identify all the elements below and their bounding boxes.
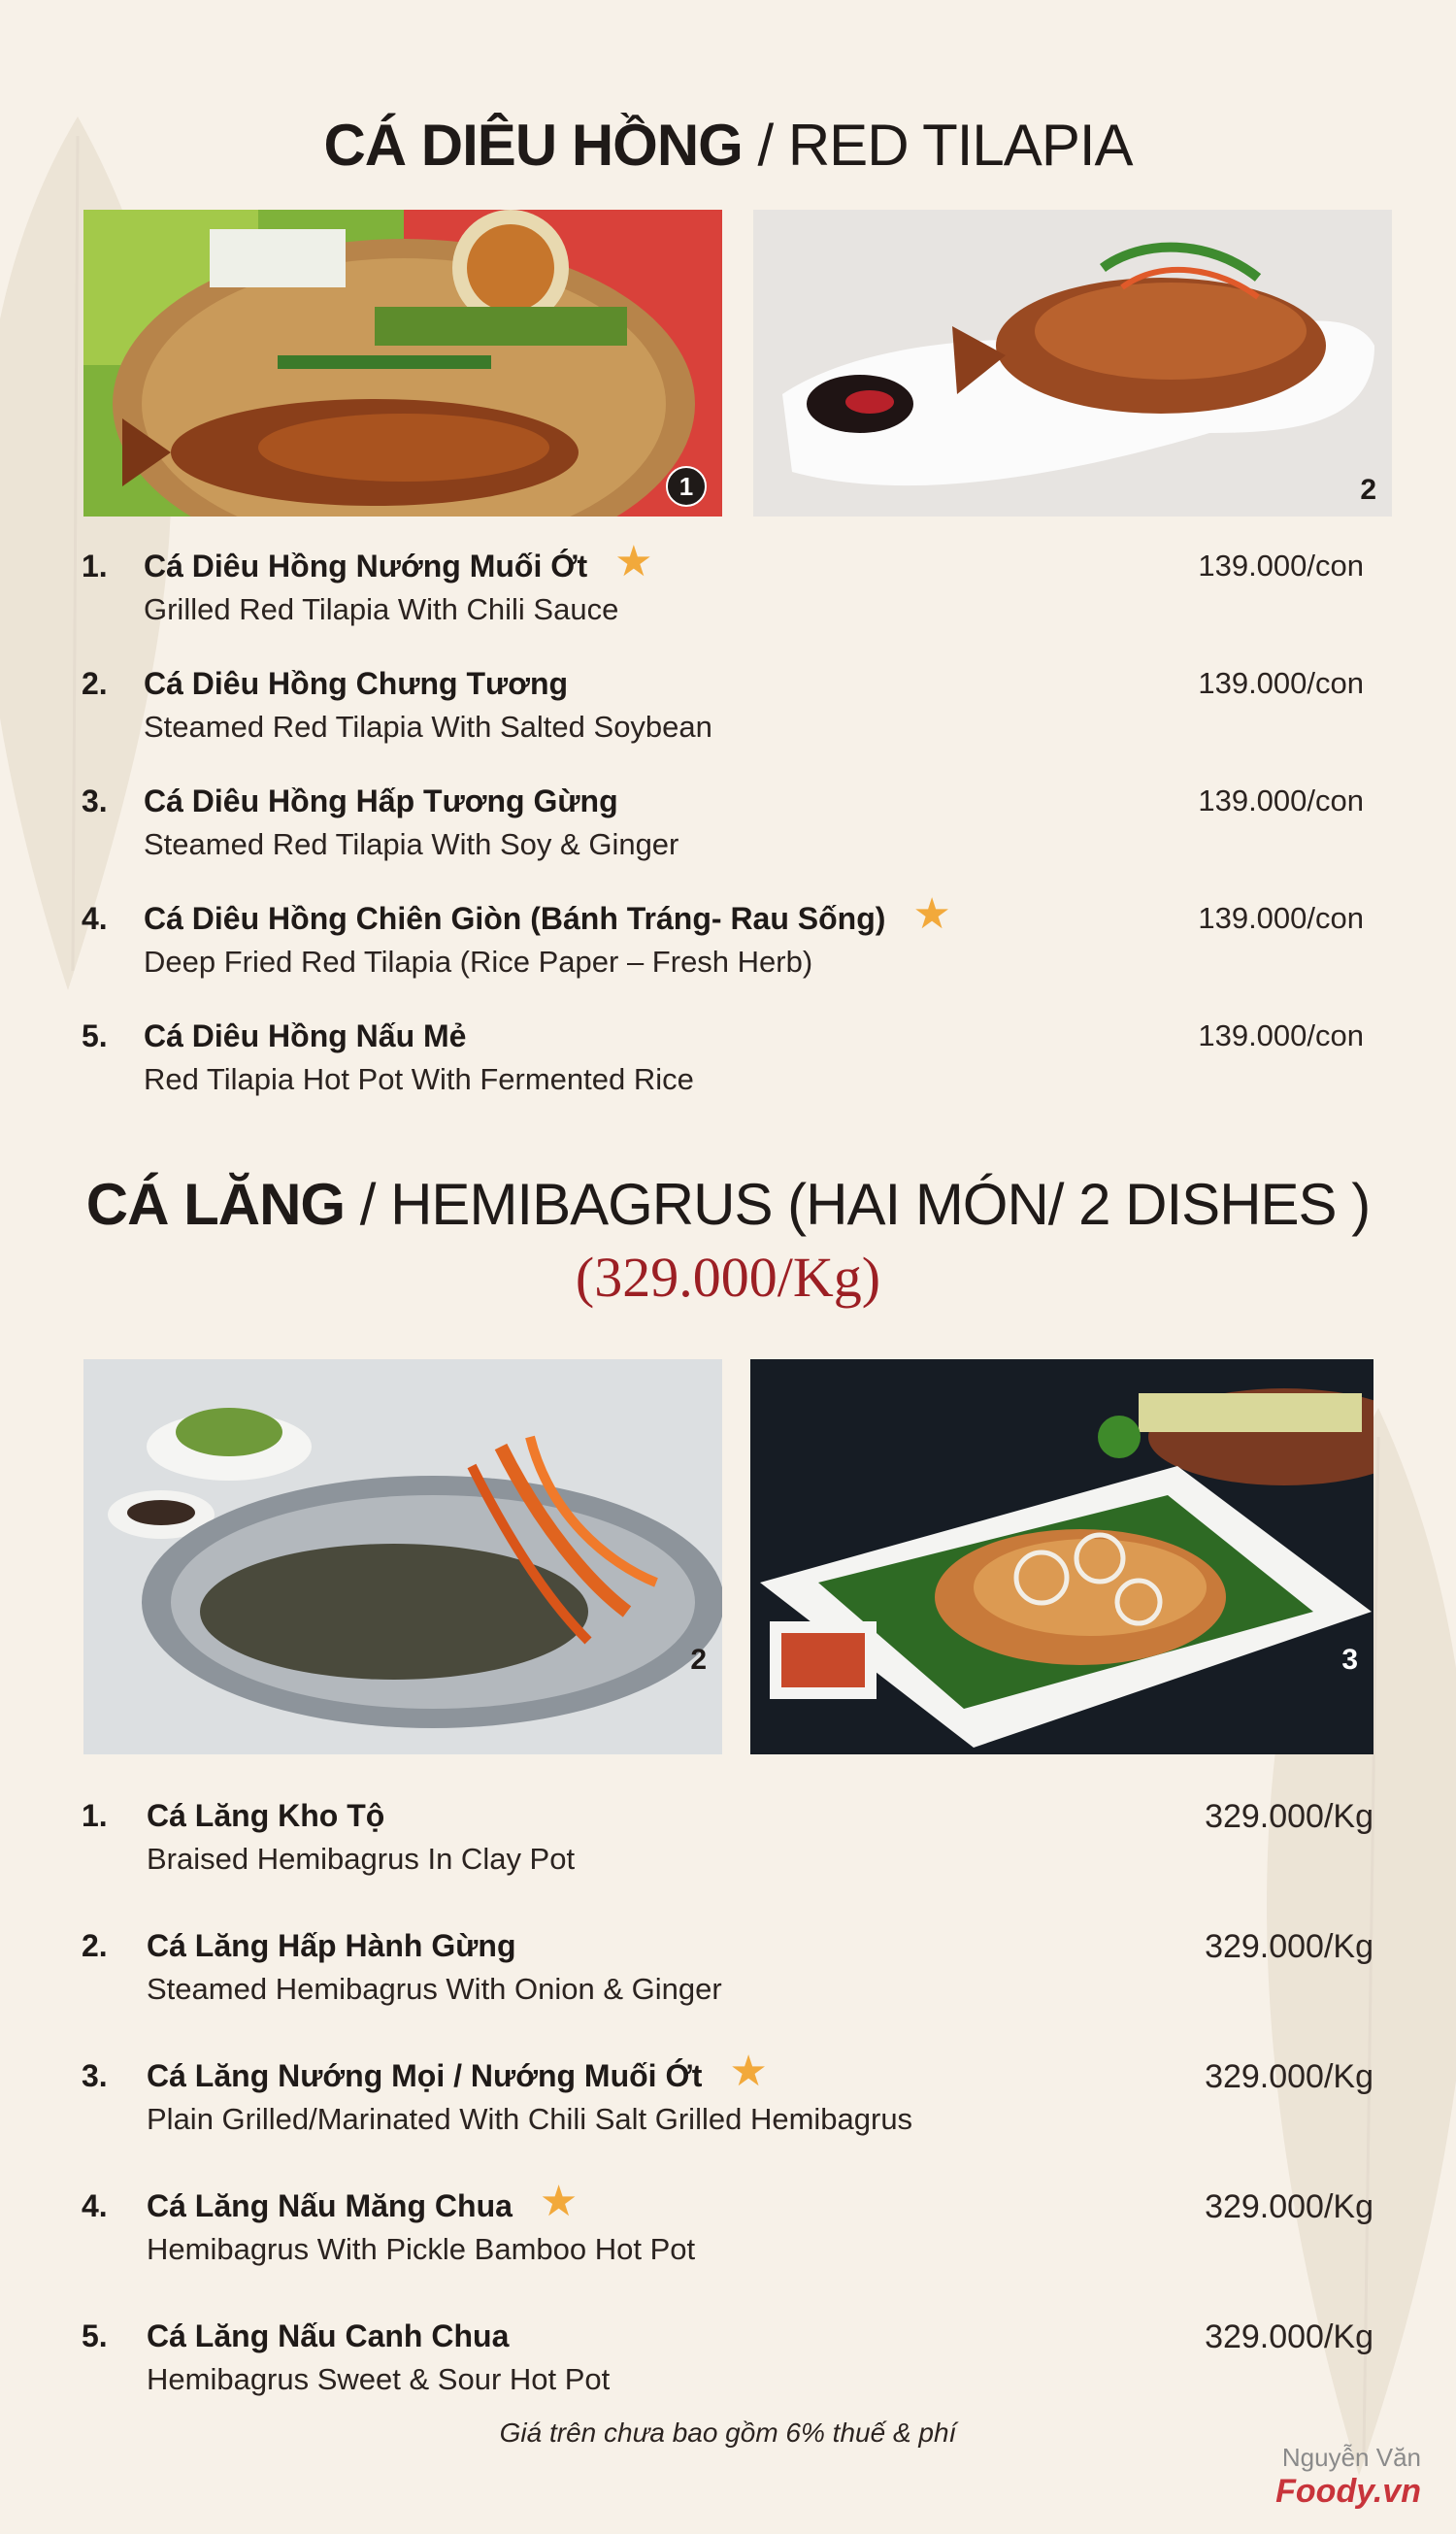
section1-title xyxy=(0,112,1456,179)
menu-item xyxy=(0,2048,1456,2155)
fish-plate-image xyxy=(753,210,1392,517)
star-icon: ★ xyxy=(614,538,653,585)
menu-item-description: Red Tilapia Hot Pot With Fermented Rice xyxy=(144,1062,694,1096)
grilled-fish-image xyxy=(750,1359,1373,1754)
fish-bowl-image xyxy=(83,1359,722,1754)
menu-item-description: Braised Hemibagrus In Clay Pot xyxy=(147,1842,576,1876)
menu-item-index: 2. xyxy=(82,666,108,701)
menu-item xyxy=(0,890,1456,998)
menu-item-price: 139.000/con xyxy=(1198,901,1364,935)
menu-item-price: 329.000/Kg xyxy=(1205,1798,1373,1835)
menu-item-price: 329.000/Kg xyxy=(1205,2188,1373,2225)
section2-photo-1 xyxy=(83,1359,722,1754)
menu-item-index: 5. xyxy=(82,1018,108,1053)
menu-item-name: Cá Lăng Kho Tộ xyxy=(147,1798,385,1833)
menu-item xyxy=(0,1018,1456,1116)
menu-item-index: 2. xyxy=(82,1928,108,1963)
star-icon: ★ xyxy=(912,890,951,938)
photo-number: 2 xyxy=(690,1644,707,1676)
menu-item-price: 329.000/Kg xyxy=(1205,2318,1373,2355)
watermark-user: Nguyễn Văn xyxy=(1281,2443,1421,2472)
menu-item-index: 4. xyxy=(82,2188,108,2223)
menu-item-name: Cá Diêu Hồng Nướng Muối Ớt xyxy=(144,549,588,583)
menu-item-description: Grilled Red Tilapia With Chili Sauce xyxy=(144,592,619,626)
menu-item-description: Hemibagrus With Pickle Bamboo Hot Pot xyxy=(147,2232,696,2266)
menu-item-name: Cá Lăng Nấu Canh Chua xyxy=(147,2318,510,2353)
menu-item xyxy=(0,1798,1456,1895)
menu-item-description: Steamed Red Tilapia With Soy & Ginger xyxy=(144,827,679,861)
menu-item-name: Cá Diêu Hồng Chiên Giòn (Bánh Tráng- Rau Sống) xyxy=(144,901,886,936)
menu-item xyxy=(0,784,1456,881)
menu-item-description: Steamed Hemibagrus With Onion & Ginger xyxy=(147,1972,722,2006)
menu-item xyxy=(0,1928,1456,2025)
menu-item-index: 3. xyxy=(82,784,108,818)
watermark-brand-logo: Foody.vn xyxy=(1275,2473,1421,2510)
menu-item xyxy=(0,538,1456,646)
section2-title xyxy=(0,1171,1456,1238)
menu-item-price: 139.000/con xyxy=(1198,666,1364,700)
section2-price: (329.000/Kg) xyxy=(575,1246,881,1309)
section2-photo-2 xyxy=(750,1359,1373,1754)
menu-item-index: 1. xyxy=(82,549,108,583)
star-icon: ★ xyxy=(729,2048,768,2095)
menu-item-name: Cá Diêu Hồng Chưng Tương xyxy=(144,666,569,701)
photo-number-badge: 1 xyxy=(666,466,707,507)
star-icon: ★ xyxy=(539,2178,579,2225)
menu-item-price: 329.000/Kg xyxy=(1205,2058,1373,2095)
menu-item-name: Cá Diêu Hồng Nấu Mẻ xyxy=(144,1018,467,1053)
menu-item-description: Hemibagrus Sweet & Sour Hot Pot xyxy=(147,2362,611,2396)
foody-watermark xyxy=(1275,2443,1421,2511)
menu-item-index: 1. xyxy=(82,1798,108,1833)
photo-number: 2 xyxy=(1360,474,1376,506)
menu-item-name: Cá Diêu Hồng Hấp Tương Gừng xyxy=(144,784,618,818)
photo-number: 3 xyxy=(1341,1644,1358,1676)
menu-item-description: Deep Fried Red Tilapia (Rice Paper – Fresh Herb) xyxy=(144,945,813,979)
menu-item xyxy=(0,2318,1456,2416)
menu-item-price: 139.000/con xyxy=(1198,549,1364,583)
menu-item-description: Plain Grilled/Marinated With Chili Salt Grilled Hemibagrus xyxy=(147,2102,913,2136)
menu-item-name: Cá Lăng Nướng Mọi / Nướng Muối Ớt xyxy=(147,2058,703,2093)
menu-item-index: 4. xyxy=(82,901,108,936)
menu-item xyxy=(0,666,1456,763)
menu-item-index: 5. xyxy=(82,2318,108,2353)
section1-title-bold: CÁ DIÊU HỒNG xyxy=(323,113,743,178)
fish-platter-image xyxy=(83,210,722,517)
menu-item-price: 329.000/Kg xyxy=(1205,1928,1373,1965)
menu-item-index: 3. xyxy=(82,2058,108,2093)
menu-item-name: Cá Lăng Hấp Hành Gừng xyxy=(147,1928,516,1963)
menu-item xyxy=(0,2178,1456,2285)
tax-footnote: Giá trên chưa bao gồm 6% thuế & phí xyxy=(499,2417,957,2448)
section1-photo-2 xyxy=(753,210,1392,517)
menu-item-price: 139.000/con xyxy=(1198,1018,1364,1052)
section2-title-rest: / HEMIBAGRUS (HAI MÓN/ 2 DISHES ) xyxy=(345,1172,1371,1237)
menu-item-name: Cá Lăng Nấu Măng Chua xyxy=(147,2188,513,2223)
section2-title-bold: CÁ LĂNG xyxy=(85,1172,346,1237)
section1-title-rest: / RED TILAPIA xyxy=(742,113,1133,178)
section1-photo-1 xyxy=(83,210,722,517)
menu-item-description: Steamed Red Tilapia With Salted Soybean xyxy=(144,710,712,744)
menu-item-price: 139.000/con xyxy=(1198,784,1364,817)
